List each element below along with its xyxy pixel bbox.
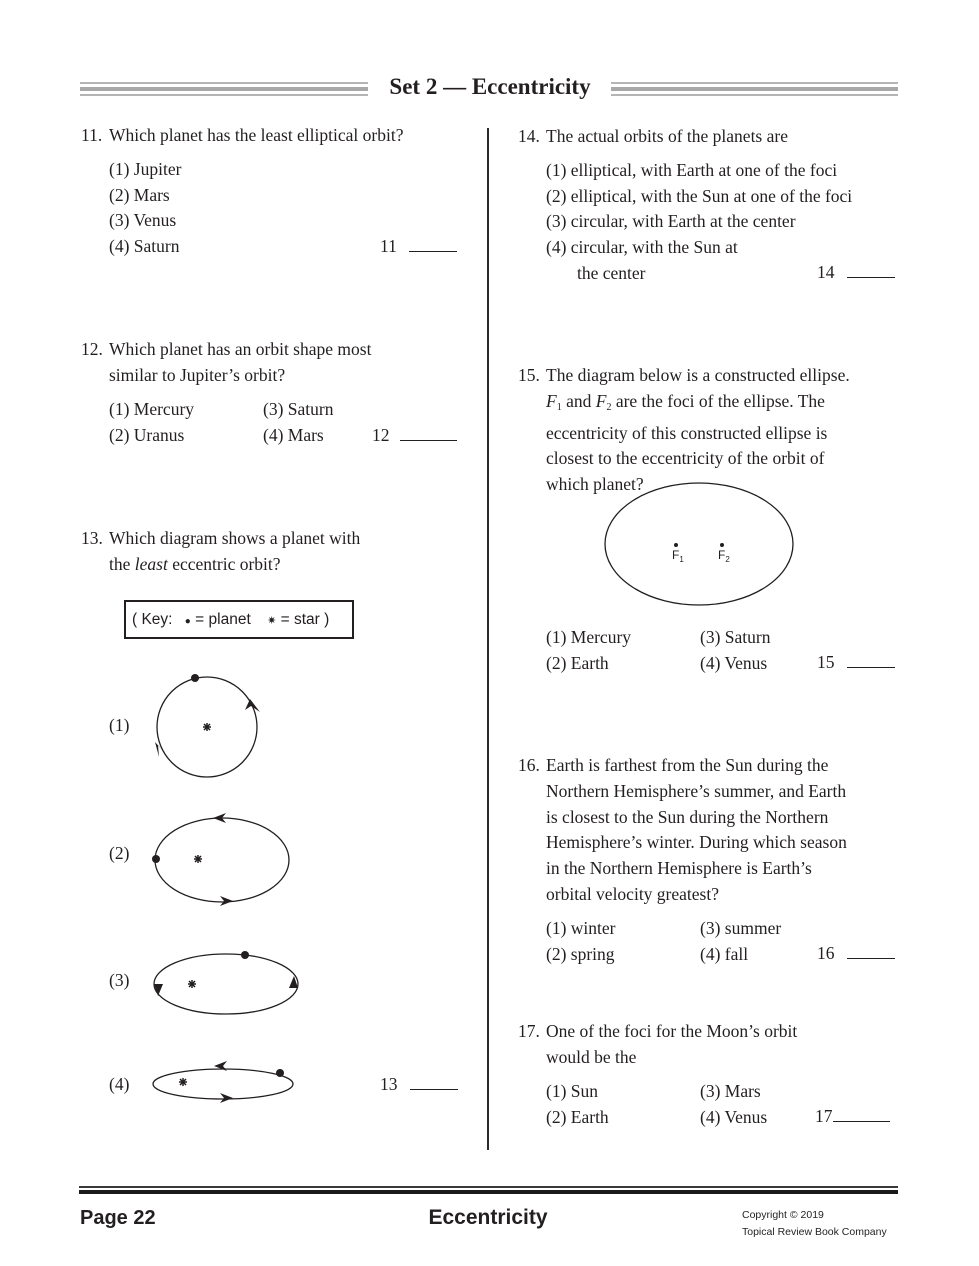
question-number: 12. [81,339,103,359]
question-stem-line: Hemisphere’s winter. During which season [546,832,847,853]
planet-dot-icon: ● [184,616,191,627]
question-stem-line: eccentricity of this constructed ellipse is [546,422,828,443]
option-3[interactable]: (3) circular, with Earth at the center [546,211,796,231]
question-stem-line: the least eccentric orbit? [109,553,281,574]
question-stem: The actual orbits of the planets are [546,126,788,146]
option-3[interactable]: (3) Saturn [263,399,334,419]
option-4[interactable]: (4) Venus [700,1107,768,1127]
option-1[interactable]: (1) Jupiter [109,159,182,179]
question-17 [518,1019,908,1071]
option-1[interactable]: (1) Mercury [109,399,195,419]
question-stem-line: Northern Hemisphere’s summer, and Earth [546,780,847,801]
diagram-option-1[interactable]: (1) [109,715,130,735]
emphasis: least [134,553,168,574]
answer-blank-17[interactable] [815,1106,890,1127]
option-4[interactable]: (4) Venus [700,653,768,673]
option-3[interactable]: (3) Mars [700,1081,761,1101]
question-number: 16. [518,755,540,775]
question-stem-line: Which planet has an orbit shape most [109,339,372,359]
option-2[interactable]: (2) Earth [546,653,609,673]
answer-label: 13 [380,1074,398,1094]
key-star-label: = star ) [280,611,330,628]
question-16 [518,753,908,908]
diagram-option-3[interactable]: (3) [109,970,130,990]
option-1[interactable]: (1) elliptical, with Earth at one of the foci [546,160,838,180]
question-stem-line: closest to the eccentricity of the orbit of [546,448,825,469]
question-stem-line: would be the [546,1046,637,1067]
question-stem-line: is closest to the Sun during the Northern [546,806,829,827]
question-stem-line: which planet? [546,474,644,495]
option-2[interactable]: (2) Earth [546,1107,609,1127]
answer-label: 17 [815,1106,833,1126]
question-stem-line: One of the foci for the Moon’s orbit [546,1021,798,1041]
option-3[interactable]: (3) Venus [109,210,177,230]
option-2[interactable]: (2) spring [546,944,615,964]
option-1[interactable]: (1) winter [546,918,616,938]
question-stem-line: The diagram below is a constructed ellipse. [546,365,850,385]
key-planet-label: = planet [195,611,251,628]
question-stem-line: similar to Jupiter’s orbit? [109,364,286,385]
question-number: 13. [81,528,103,548]
answer-label: 15 [817,652,835,672]
diagram-option-2[interactable]: (2) [109,843,130,863]
answer-label: 16 [817,943,835,963]
question-number: 17. [518,1021,540,1041]
option-2[interactable]: (2) Uranus [109,425,185,445]
key-open: ( Key: [132,611,173,628]
footer-rule-thin [79,1186,898,1188]
option-1[interactable]: (1) Mercury [546,627,632,647]
page-number: Page 22 [80,1207,156,1229]
question-stem-line: Earth is farthest from the Sun during the [546,755,829,775]
focus-2-label: $F_2$ [718,548,730,564]
page-title: Set 2 — Eccentricity [389,74,591,99]
question-number: 14. [518,126,540,146]
star-icon: ✷ [267,615,277,627]
option-2[interactable]: (2) elliptical, with the Sun at one of the foci [546,186,853,206]
question-stem: Which planet has the least elliptical orbit? [109,125,404,145]
copyright-line-2: Topical Review Book Company [742,1226,887,1238]
focus-1-label: $F_1$ [672,548,684,564]
answer-blank-16[interactable] [817,943,895,964]
answer-label: 11 [380,236,397,256]
copyright [742,1207,887,1241]
footer-rule-thick [79,1190,898,1194]
option-4[interactable]: (4) circular, with the Sun at [546,237,738,257]
answer-label: 12 [372,425,390,445]
answer-blank-15[interactable] [817,652,895,673]
diagram-option-4[interactable]: (4) [109,1074,130,1094]
question-number: 15. [518,365,540,385]
option-1[interactable]: (1) Sun [546,1081,599,1101]
question-stem-line: $F_1$ and $F_2$ are the foci of the ellipse. The [546,390,825,413]
option-4[interactable]: (4) fall [700,944,749,964]
question-stem-line: orbital velocity greatest? [546,883,719,904]
option-4[interactable]: (4) Mars [263,425,324,445]
option-4[interactable]: (4) Saturn [109,236,180,256]
option-3[interactable]: (3) Saturn [700,627,771,647]
option-4-continued: the center [577,263,646,283]
answer-label: 14 [817,262,835,282]
question-stem-line: in the Northern Hemisphere is Earth’s [546,858,812,879]
question-number: 11. [81,125,103,145]
footer-topic: Eccentricity [428,1206,548,1229]
option-2[interactable]: (2) Mars [109,185,170,205]
option-3[interactable]: (3) summer [700,918,782,938]
copyright-line-1: Copyright © 2019 [742,1209,824,1221]
question-stem-line: Which diagram shows a planet with [109,528,361,548]
